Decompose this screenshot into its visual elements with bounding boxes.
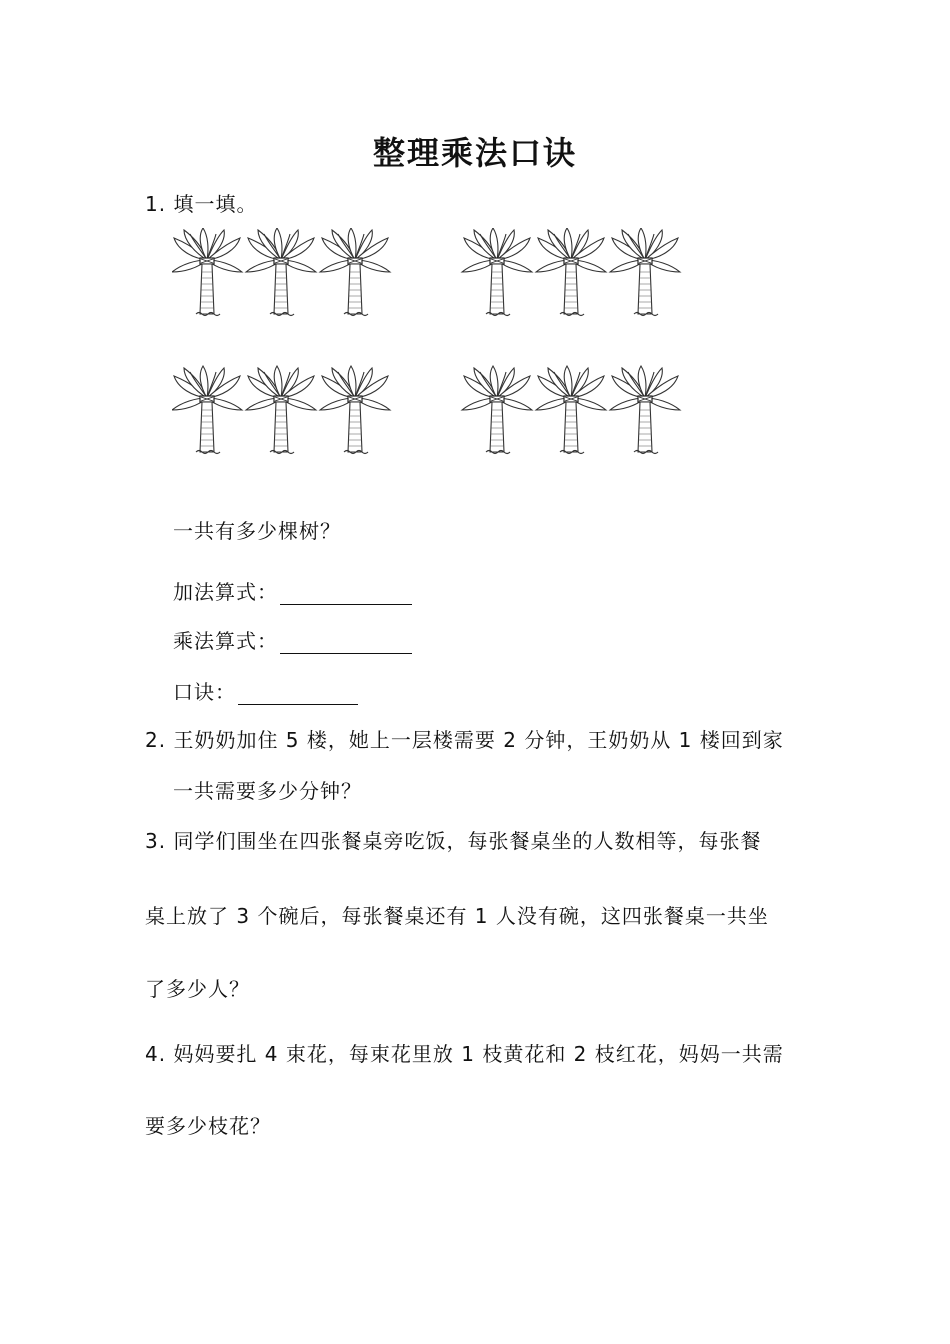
addition-answer-blank[interactable] [280, 584, 412, 605]
tree-icon [462, 366, 532, 454]
question-2-line-1: 2. 王奶奶加住 5 楼，她上一层楼需要 2 分钟，王奶奶从 1 楼回到家 [145, 728, 784, 752]
tree-icon [462, 228, 532, 316]
tree-icon [246, 366, 316, 454]
addition-row [173, 576, 412, 605]
tree-icon [536, 366, 606, 454]
rhyme-label: 口诀： [173, 680, 236, 704]
tree-icon [536, 228, 606, 316]
tree-icon [610, 228, 680, 316]
question-3-line-1: 3. 同学们围坐在四张餐桌旁吃饭，每张餐桌坐的人数相等，每张餐 [145, 829, 762, 853]
tree-icon [320, 366, 390, 454]
tree-icon [172, 228, 242, 316]
addition-label: 加法算式： [173, 580, 278, 604]
rhyme-row [173, 676, 358, 705]
page-title: 整理乘法口诀 [372, 134, 577, 172]
multiplication-label: 乘法算式： [173, 629, 278, 653]
tree-icon [246, 228, 316, 316]
multiplication-answer-blank[interactable] [280, 633, 412, 654]
question-1-label: 1. 填一填。 [145, 192, 258, 216]
question-4-line-2: 要多少枝花？ [145, 1114, 271, 1138]
question-2-line-2: 一共需要多少分钟？ [173, 779, 362, 803]
tree-icon [610, 366, 680, 454]
rhyme-answer-blank[interactable] [238, 684, 358, 705]
question-3-line-2: 桌上放了 3 个碗后，每张餐桌还有 1 人没有碗，这四张餐桌一共坐 [145, 904, 769, 928]
question-4-line-1: 4. 妈妈要扎 4 束花，每束花里放 1 枝黄花和 2 枝红花，妈妈一共需 [145, 1042, 784, 1066]
question-3-line-3: 了多少人？ [145, 977, 250, 1001]
tree-groups-image [172, 228, 692, 468]
question-1-prompt: 一共有多少棵树？ [173, 519, 341, 543]
tree-icon [320, 228, 390, 316]
tree-icon [172, 366, 242, 454]
multiplication-row [173, 625, 412, 654]
